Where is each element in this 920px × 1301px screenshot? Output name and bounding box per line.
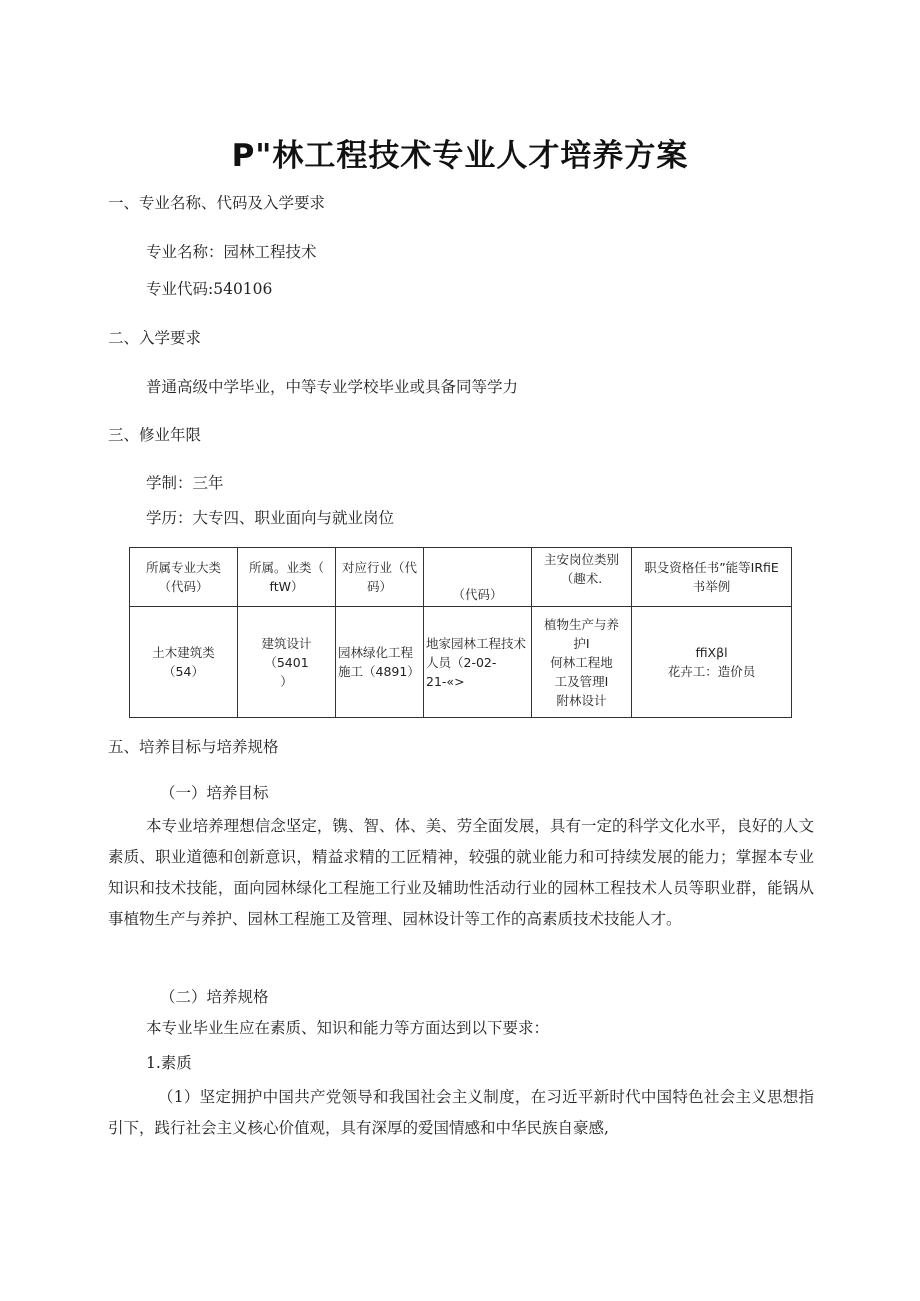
section-2-heading: 二、入学要求 <box>108 329 202 347</box>
education-level: 学历：大专四、职业面向与就业岗位 <box>146 509 395 527</box>
major-name: 专业名称：园林工程技术 <box>146 243 317 261</box>
admission-requirement: 普通高级中学毕业，中等专业学校毕业或具备同等学力 <box>146 378 519 396</box>
table-header-cell: 所属。业类（ ftW） <box>238 548 336 607</box>
table-cell: 园林绿化工程 施工（4891） <box>336 607 424 718</box>
section-5-heading: 五、培养目标与培养规格 <box>108 738 279 756</box>
career-orientation-table <box>129 547 792 718</box>
spec-intro: 本专业毕业生应在素质、知识和能力等方面达到以下要求： <box>146 1019 550 1037</box>
section-1-heading: 一、专业名称、代码及入学要求 <box>108 194 326 212</box>
table-cell: 土木建筑类 （54） <box>130 607 238 718</box>
subsection-goal-heading: （一）培养目标 <box>160 784 269 802</box>
table-cell: ffiXβl 花卉工：造价员 <box>632 607 792 718</box>
table-header-cell: 职殳资格任书”能等IRfiE 书举例 <box>632 548 792 607</box>
table-row <box>130 607 792 718</box>
study-duration: 学制：三年 <box>146 474 224 492</box>
subsection-spec-heading: （二）培养规格 <box>160 988 269 1006</box>
table-header-cell: 所属专业大类 （代码） <box>130 548 238 607</box>
document-title: P"林工程技术专业人才培养方案 <box>231 138 689 174</box>
table-header-cell: （代码） <box>424 548 532 607</box>
table-cell: 植物生产与养 护I 何林工程地 工及管理I 附林设计 <box>532 607 632 718</box>
table-header-cell: 主安岗位类别 （趣术. <box>532 548 632 607</box>
major-code: 专业代码:540106 <box>146 280 273 298</box>
section-3-heading: 三、修业年限 <box>108 426 202 444</box>
table-header-row <box>130 548 792 607</box>
quality-item-1: （1）坚定拥护中国共产党领导和我国社会主义制度，在习近平新时代中国特色社会主义思想指引下，践行社会主义核心价值观，具有深厚的爱国情感和中华民族自豪感, <box>108 1088 814 1137</box>
quality-heading: 1.素质 <box>146 1054 192 1072</box>
training-goal-paragraph: 本专业培养理想信念坚定，镌、智、体、美、劳全面发展，具有一定的科学文化水平，良好的人文素质、职业道德和创新意识，精益求精的工匠精神，较强的就业能力和可持续发展的能力；掌握本专业知识和技术技能，面向园林绿化工程施工行业及辅助性活动行业的园林工程技术人员等职业群，能锅从事植物生产与养护、园林工程施工及管理、园林设计等工作的高素质技术技能人才。 <box>108 817 814 928</box>
table-cell: 地家园林工程技术 人员（2-02-21-«> <box>424 607 532 718</box>
table-cell: 建筑设计（5401 ） <box>238 607 336 718</box>
table-header-cell: 对应行业（代 码） <box>336 548 424 607</box>
